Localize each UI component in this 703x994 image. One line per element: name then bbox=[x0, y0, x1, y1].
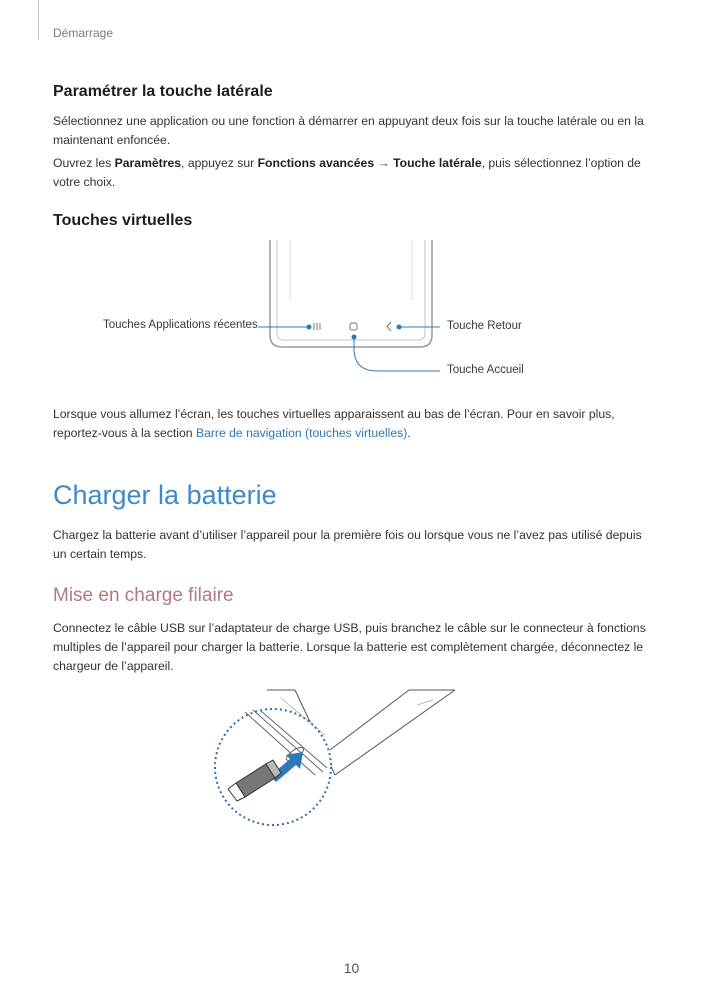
wired-charging-text: Connectez le câble USB sur l’adaptateur de charge USB, puis branchez le câble sur le connecteur à fonctions multiples de l’appareil pour charger la batterie. Lorsque la batterie est complètement chargée, déconnectez le chargeur de l’appareil. bbox=[53, 621, 646, 673]
side-key-term: Touche latérale bbox=[393, 156, 482, 170]
navigation-bar-illustration bbox=[0, 240, 703, 385]
battery-title: Charger la batterie bbox=[53, 480, 277, 510]
callout-back bbox=[397, 325, 441, 330]
virtual-keys-para: Lorsque vous allumez l’écran, les touches virtuelles apparaissent au bas de l’écran. Pour en savoir plus, reportez-vous à la section Barre de navigation (touches virtuelles). bbox=[53, 407, 615, 440]
side-key-heading: Paramétrer la touche latérale bbox=[53, 83, 273, 100]
screen-outline bbox=[277, 240, 425, 340]
side-key-para-2: Ouvrez les Paramètres, appuyez sur Fonctions avancées → Touche latérale, puis sélectionnez l’option de votre choix. bbox=[53, 156, 641, 189]
running-header: Démarrage bbox=[53, 26, 114, 40]
battery-intro: Chargez la batterie avant d’utiliser l’appareil pour la première fois ou lorsque vous ne l’avez pas utilisé depuis un certain temps. bbox=[53, 528, 642, 561]
recent-apps-icon bbox=[314, 323, 320, 330]
advanced-features-term: Fonctions avancées bbox=[257, 156, 375, 170]
wired-charging-heading: Mise en charge filaire bbox=[53, 585, 234, 606]
label-back: Touche Retour bbox=[447, 320, 522, 332]
label-recent-apps: Touches Applications récentes bbox=[103, 319, 258, 331]
back-icon bbox=[387, 322, 391, 331]
navigation-bar-link[interactable]: Barre de navigation (touches virtuelles) bbox=[195, 426, 408, 440]
virtual-keys-heading: Touches virtuelles bbox=[53, 212, 193, 229]
side-key-para-1: Sélectionnez une application ou une fonction à démarrer en appuyant deux fois sur la touche latérale ou en la maintenant enfoncée. bbox=[53, 114, 644, 147]
margin-rule bbox=[38, 0, 39, 40]
settings-term: Paramètres bbox=[114, 156, 182, 170]
phone-outline bbox=[270, 240, 432, 347]
usb-charging-illustration bbox=[195, 680, 475, 830]
callout-recent bbox=[258, 325, 312, 330]
page-number: 10 bbox=[343, 960, 360, 976]
home-icon bbox=[350, 323, 357, 330]
label-home: Touche Accueil bbox=[447, 364, 524, 376]
